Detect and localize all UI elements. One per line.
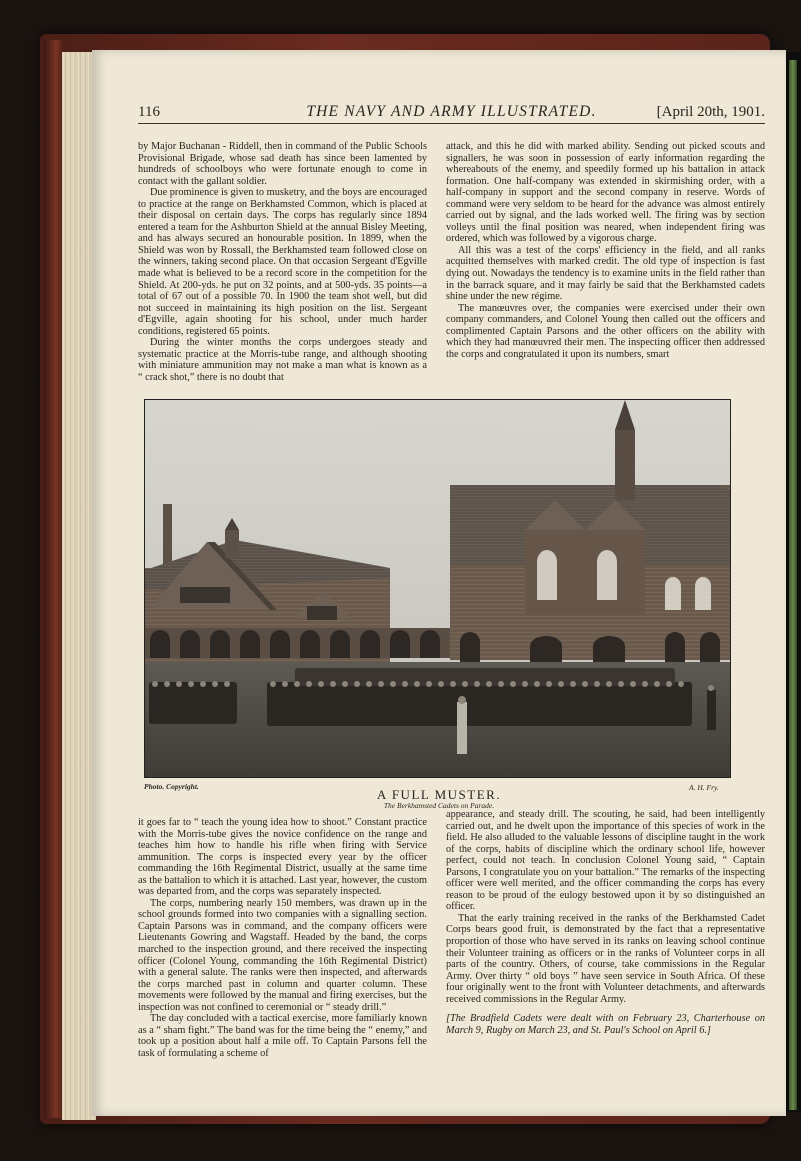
paragraph: attack, and this he did with marked ability. Sending out picked scouts and signallers, he was soon in possession of early information regarding the whereabouts of the enemy, and speedily formed up his battalion in attack formation. One half-company was extended in skirmishing order, with a half-company in support and the second company in reserve. Words of command were very seldom to be heard for the advance was almost entirely carried out by signal, and the lads worked well. The firing was by section volleys until the final position was neared, when independent firing was ordered, which was followed by a vigorous charge.: [446, 141, 765, 245]
bookmark-strip: [789, 60, 797, 1110]
magazine-page: [92, 50, 786, 1116]
paragraph: That the early training received in the ranks of the Berkhamsted Cadet Corps bears good fruit, is demonstrated by the fact that a representative proportion of those who have served in its ranks on leaving school continue their Volunteer training as officers or in the ranks of Volunteer corps in all parts of the country. Others, of course, take commissions in the Regular Army. Over thirty “ old boys ” have seen service in South Africa. Of these four originally went to the front with Volunteer detachments, and afterwards received commissions in the Regular Army.: [446, 912, 765, 1005]
parade-photo-drawing: [145, 400, 730, 777]
parade-photograph: [144, 399, 731, 778]
figure-subcaption: The Berkhamsted Cadets on Parade.: [383, 801, 495, 810]
figure-caption: A FULL MUSTER.: [376, 787, 502, 802]
header-rule: [138, 123, 765, 124]
photo-credit-right: A. H. Fry.: [689, 783, 719, 792]
running-title: THE NAVY AND ARMY ILLUSTRATED.: [306, 103, 597, 120]
text-column-2: [446, 141, 765, 403]
paragraph: appearance, and steady drill. The scouting, he said, had been intelligently carried out, and he dwelt upon the importance of this species of work in the field. He also alluded to the valuable lessons of discipline taught in the work of the corps, habits of discipline which the ordinary school life, however perfect, could not teach. In conclusion Colonel Young said, “ Captain Parsons, I congratulate you on your battalion.” The remarks of the inspecting officer were well merited, and the officer commanding the corps has every reason to be proud of the eulogy bestowed upon it by so distinguished an officer.: [446, 809, 765, 913]
page-number: 116: [138, 104, 160, 120]
paragraph: The manœuvres over, the companies were exercised under their own company commanders, and Colonel Young then called out the officers and complimented Captain Parsons and the other officers on the ability with which they had manœuvred their men. The inspecting officer then addressed the corps and congratulated it upon its numbers, smart: [446, 302, 765, 360]
page-edges: [62, 52, 96, 1120]
page-header: [138, 102, 765, 122]
paragraph: The day concluded with a tactical exercise, more familiarly known as a “ sham fight.” The band was for the time being the “ enemy,” and took up a position about half a mile off. To Captain Parsons fell the task of formulating a scheme of: [138, 1013, 427, 1059]
text-column-3: [138, 817, 427, 1117]
paragraph: by Major Buchanan - Riddell, then in command of the Public Schools Provisional Brigade, whose sad death has since been lamented by hundreds of schoolboys who were fortunate enough to come in contact with the gallant soldier.: [138, 141, 427, 187]
paragraph: The corps, numbering nearly 150 members, was drawn up in the school grounds formed into two companies with a signalling section. Captain Parsons was in command, and the company officers were Lieutenants Gowring and Wagstaff. Headed by the band, the corps marched to the inspection ground, and there received the inspecting officer (Colonel Young, commanding the 16th Regimental District) with a general salute. The ranks were then inspected, and afterwards the corps marched past in column and quarter column. These movements were followed by the manual and firing exercises, but the inspection was not confined to ceremonial or “ steady drill.”: [138, 897, 427, 1013]
text-column-4: [446, 809, 765, 1099]
text-column-1: [138, 141, 427, 403]
book-spine: [44, 40, 64, 1118]
issue-date: [April 20th, 1901.: [656, 104, 765, 120]
paragraph: All this was a test of the corps' efficiency in the field, and all ranks acquitted themselves with marked credit. The old type of inspection is fast dying out. Nowadays the tendency is to examine units in the field rather than in the barrack square, and it may fairly be said that the Berkhamsted cadets shine under the new régime.: [446, 244, 765, 303]
photo-credit-left: Photo. Copyright.: [144, 782, 199, 791]
paragraph: it goes far to “ teach the young idea how to shoot.” Constant practice with the Morris-tube gives the novice confidence on the range and teaches him how to handle his rifle when firing with Service ammunition. The corps is inspected every year by the officer commanding the 16th Regimental District, usually at the same time as the battalion to which it is attached. Last year, however, the custom was departed from, and the corps was separately inspected.: [138, 817, 427, 898]
paragraph: Due prominence is given to musketry, and the boys are encouraged to practice at the range on Berkhamsted Common, which is placed at their disposal on certain days. The corps has regularly since 1894 entered a team for the Ashburton Shield at the annual Bisley Meeting, and has always secured an honourable position. In 1899, when the Shield was won by Rossall, the Berkhamsted team followed close on the winners, taking second place. On that occasion Sergeant d'Egville made what is believed to be a record score in the competition for the Shield. At 200-yds. he put on 32 points, and at 500-yds. 35 points—a total of 67 out of a possible 70. In 1900 the team shot well, but did not succeed in maintaining its high position on the list. Sergeant d'Egville, again shooting for his school, under much harder conditions, registered 65 points.: [138, 187, 427, 337]
paragraph: During the winter months the corps undergoes steady and systematic practice at the Morris-tube range, and although shooting with miniature ammunition may not make a man what is known as a “ crack shot,” there is no doubt that: [138, 337, 427, 383]
editorial-note: [The Bradfield Cadets were dealt with on February 23, Charterhouse on March 9, Rugby on March 23, and St. Paul's School on April 6.]: [446, 1013, 765, 1036]
